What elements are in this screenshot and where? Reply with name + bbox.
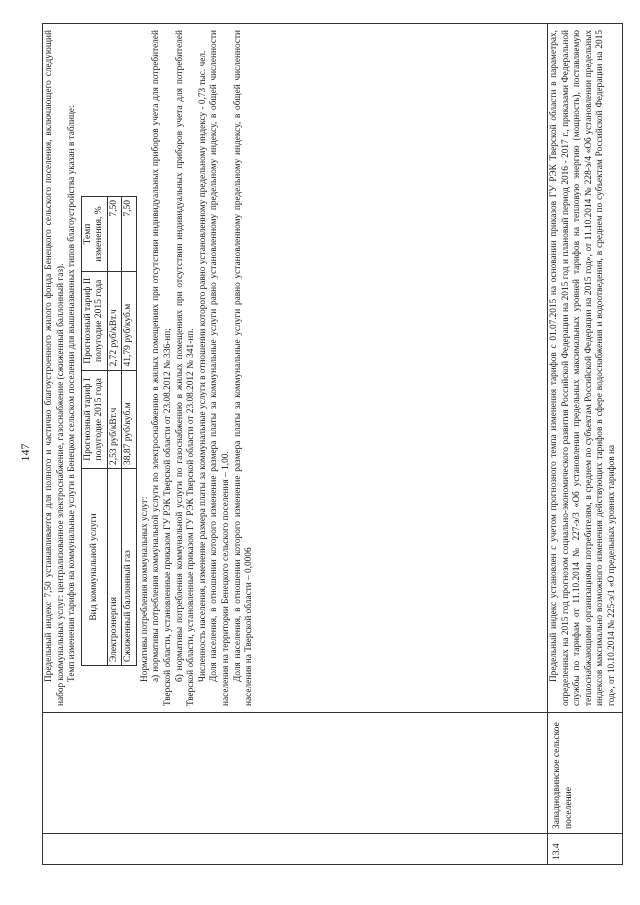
paragraph: Нормативы потребления коммунальных услуг: xyxy=(139,496,150,682)
column-header: Прогнозный тариф I полугодие 2015 года xyxy=(81,370,107,468)
tariff-header-row xyxy=(81,197,107,666)
paragraph: Доля населения, в отношении которого изменение размера платы за коммунальные услуги равно установленному предельному индексу, в общей численности населения на Тверской области – 0,0006 xyxy=(232,30,255,706)
row-name-cell xyxy=(43,713,548,834)
paragraph: Темп изменения тарифов на коммунальные услуги в Бенецком сельском поселении для вышеназванных типов благоустройства указан в таблице: xyxy=(67,105,78,682)
column-header: Прогнозный тариф II полугодие 2015 года xyxy=(81,272,107,370)
column-header: Вид коммунальной услуги xyxy=(81,469,107,666)
paragraph: Предельный индекс 7,50 устанавливается для полного и частично благоустроенного жилого фонда Бенецкого сельского поселения, включающего следующий набор коммунальных услуг: централизованное электроснабжение, газоснабжение (сжиженный баллонный газ). xyxy=(44,30,66,706)
municipal-index-table xyxy=(42,23,623,865)
row-number-cell xyxy=(548,834,623,865)
paragraph: б) нормативы потребления коммунальной услуги по газоснабжению в жилых помещениях при отсутствии индивидуальных приборов учета для потребителей Тверской области, установленные приказом ГУ РЭК Тверской области от 23.08.2012 № 341-нп. xyxy=(174,30,197,706)
tariff-h2: 2,72 руб/кВт.ч xyxy=(107,272,122,370)
row-number-cell xyxy=(43,834,548,865)
change-rate: 7,50 xyxy=(107,197,122,272)
tariff-h1: 38,87 руб/куб.м xyxy=(122,370,137,468)
tariff-row xyxy=(122,197,137,666)
paragraph: а) нормативы потребления коммунальной услуги по электроснабжению в жилых помещениях при отсутствии индивидуальных приборов учета для потребителей Тверской области, установленные приказом ГУ РЭК Тверской области от 23.08.2012 № 336-нп; xyxy=(151,30,173,706)
paragraph: Предельный индекс установлен с учетом прогнозного темпа изменения тарифов с 01.07.2015 на основании приказов ГУ РЭК Тверской области в параметрах, определенных на 2015 год прогнозом социально-экономического развития Российской Федерации на 2015 год и плановый период 2016 - 2017 г., приказами Федеральной службы по тарифам от 11.10.2014 № 227-э/3 «Об установлении предельных максимальных уровней тарифов на тепловую энергию (мощность), поставляемую теплоснабжающими организациями потребителям, в среднем по субъектам Российской Федерации на 2015 год», от 11.10.2014 № 228-э/4 «Об установлении предельных индексов максимально возможного изменения действующих тарифов в сфере водоснабжения и водоотведения, в среднем по субъектам Российской Федерации на 2015 год», от 10.10.2014 № 225-э/1 «О предельных уровнях тарифов на xyxy=(549,30,617,706)
service-name: Сжиженный баллонный газ xyxy=(122,469,137,666)
service-name: Электроэнергия xyxy=(107,469,122,666)
row-description-cell xyxy=(548,24,623,713)
paragraph: Доля населения, в отношении которого изменение размера платы за коммунальные услуги равно установленному предельному индексу, в общей численности населения на территории Бенецкого сельского поселения – 1,00. xyxy=(209,30,231,706)
row-number: 13.4 xyxy=(552,843,562,860)
tariff-row xyxy=(107,197,122,666)
column-header: Темп изменения, % xyxy=(81,197,107,272)
row-name-cell xyxy=(548,713,623,834)
row-description-cell xyxy=(43,24,548,713)
tariff-change-table xyxy=(81,196,137,666)
tariff-h2: 41,79 руб/куб.м xyxy=(122,272,137,370)
table-row xyxy=(548,24,623,865)
change-rate: 7,50 xyxy=(122,197,137,272)
tariff-h1: 2,53 руб/кВт.ч xyxy=(107,370,122,468)
paragraph: Численность населения, изменение размера платы за коммунальные услуги в отношении которого равно установленному предельному индексу - 0,73 тыс. чел. xyxy=(197,50,208,682)
page-number: 147 xyxy=(18,443,32,462)
settlement-name: Западнодвинское сельское поселение xyxy=(552,722,574,829)
table-row xyxy=(43,24,548,865)
